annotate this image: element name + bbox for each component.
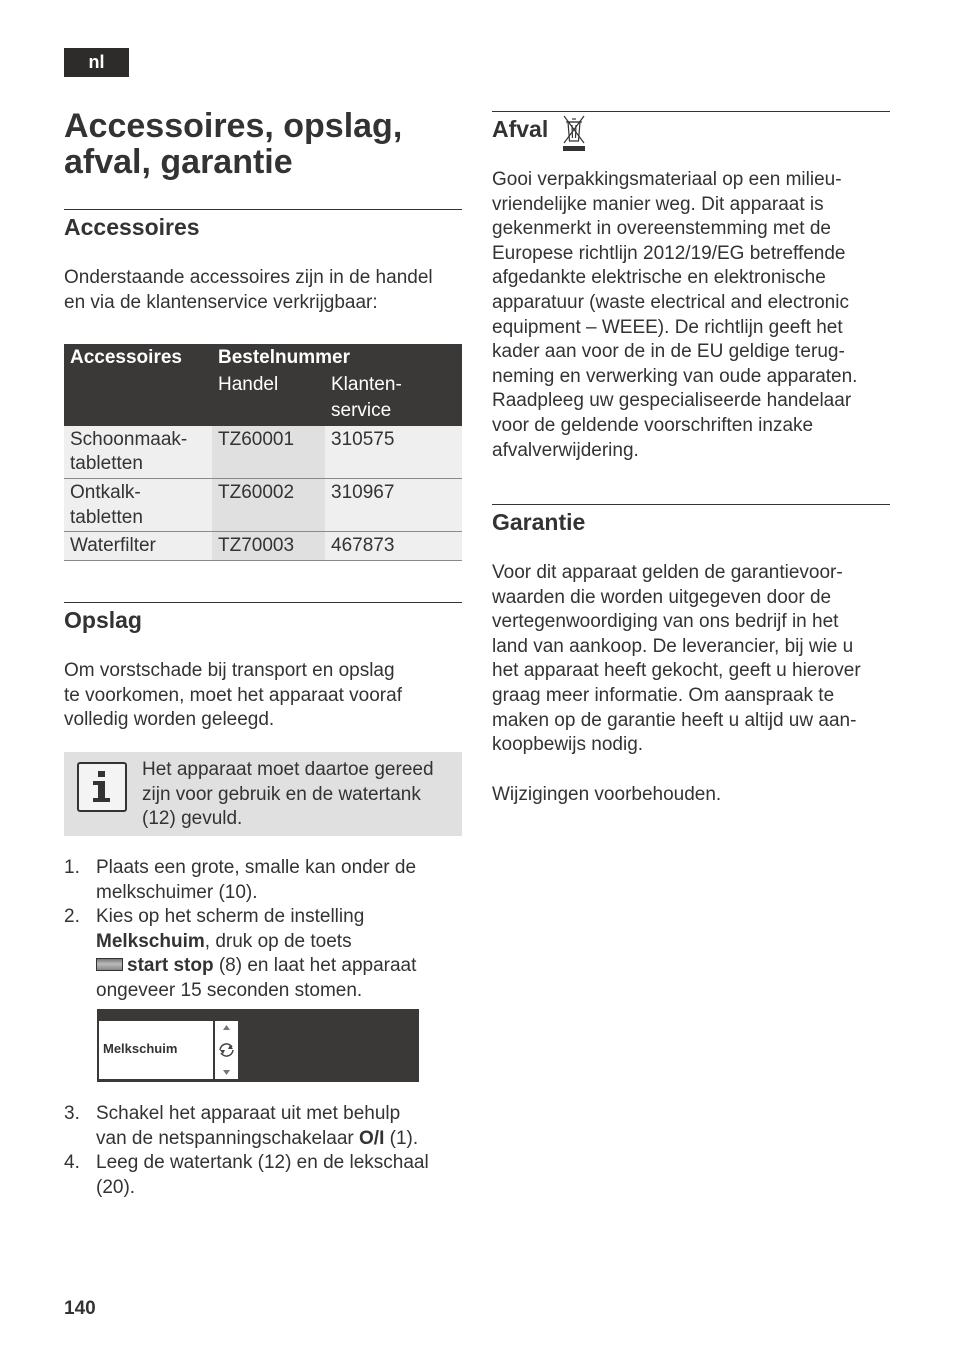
header-store: Handel bbox=[218, 373, 279, 395]
cell-text: tabletten bbox=[70, 506, 143, 528]
text-line: en via de klantenservice verkrijgbaar: bbox=[64, 291, 378, 313]
text-line: apparatuur (waste electrical and electronic bbox=[492, 291, 849, 313]
step-number: 3. bbox=[64, 1103, 80, 1124]
step-2 bbox=[96, 905, 416, 1003]
setting-name: Melkschuim bbox=[96, 930, 205, 952]
table-row bbox=[64, 532, 462, 561]
text-line: Kies op het scherm de instelling bbox=[96, 906, 365, 927]
text-line: neming en verwerking van oude apparaten. bbox=[492, 365, 858, 387]
page-title-line-2: afval, garantie bbox=[64, 143, 293, 181]
page-title bbox=[64, 108, 484, 180]
button-name: start stop bbox=[127, 955, 214, 977]
step-1 bbox=[96, 856, 416, 905]
warranty-reserve: Wijzigingen voorbehouden. bbox=[492, 784, 722, 805]
text-line bbox=[96, 930, 416, 955]
text-line: afgedankte elektrische en elektronische bbox=[492, 267, 826, 289]
text-line: ongeveer 15 seconden stomen. bbox=[96, 979, 363, 1001]
header-accessories: Accessoires bbox=[70, 347, 182, 368]
cell-service: 310575 bbox=[325, 426, 462, 479]
text-fragment: (8) en laat het apparaat bbox=[213, 955, 417, 977]
header-service-line2: service bbox=[331, 400, 392, 422]
header-service: Klanten- bbox=[331, 373, 402, 395]
section-divider bbox=[64, 209, 462, 210]
section-divider bbox=[492, 504, 890, 505]
cell-text: Ontkalk- bbox=[70, 481, 141, 503]
text-line: afvalverwijdering. bbox=[492, 439, 639, 461]
accessories-table bbox=[64, 344, 462, 561]
cell-name bbox=[64, 478, 212, 531]
step-number: 1. bbox=[64, 857, 80, 878]
cell-store: TZ60002 bbox=[212, 478, 325, 531]
waste-heading: Afval bbox=[492, 116, 549, 142]
text-line: volledig worden geleegd. bbox=[64, 709, 275, 731]
page-number: 140 bbox=[64, 1298, 96, 1319]
text-line: gekenmerkt in overeenstemming met de bbox=[492, 218, 831, 240]
text-line: Plaats een grote, smalle kan onder de bbox=[96, 857, 417, 878]
step-number: 2. bbox=[64, 906, 80, 927]
text-line: Onderstaande accessoires zijn in de handel bbox=[64, 267, 433, 288]
cell-service: 467873 bbox=[325, 532, 462, 561]
text-line: Schakel het apparaat uit met behulp bbox=[96, 1103, 401, 1124]
accessories-heading: Accessoires bbox=[64, 214, 200, 240]
text-line: (12) gevuld. bbox=[142, 808, 243, 830]
table-header-row bbox=[64, 344, 462, 371]
cell-store: TZ60001 bbox=[212, 426, 325, 479]
text-line: vertegenwoordiging van ons bedrijf in het bbox=[492, 611, 839, 633]
switch-name: O/I bbox=[359, 1127, 385, 1149]
text-line: te voorkomen, moet het apparaat vooraf bbox=[64, 684, 402, 706]
table-row bbox=[64, 478, 462, 531]
section-divider bbox=[492, 111, 890, 112]
header-order-number: Bestelnummer bbox=[218, 347, 350, 368]
storage-heading: Opslag bbox=[64, 607, 142, 633]
cell-name bbox=[64, 426, 212, 479]
warranty-text bbox=[492, 561, 861, 758]
arrow-up-icon bbox=[223, 1025, 230, 1030]
text-fragment: , druk op de toets bbox=[204, 930, 352, 952]
step-4 bbox=[96, 1151, 429, 1200]
text-line: waarden die worden uitgegeven door de bbox=[492, 586, 832, 608]
text-line: melkschuimer (10). bbox=[96, 881, 258, 903]
cell-text: Schoonmaak- bbox=[70, 428, 188, 450]
arrow-down-icon bbox=[223, 1070, 230, 1075]
language-tag: nl bbox=[64, 48, 129, 77]
text-fragment: van de netspanningschakelaar bbox=[96, 1127, 360, 1149]
text-line: het apparaat heeft gekocht, geeft u hierover bbox=[492, 660, 861, 682]
header-spacer bbox=[212, 397, 325, 426]
text-line bbox=[96, 954, 416, 979]
table-row bbox=[64, 426, 462, 479]
text-line bbox=[96, 1127, 418, 1152]
page-title-line-1: Accessoires, opslag, bbox=[64, 107, 403, 145]
accessories-intro bbox=[64, 266, 433, 315]
text-line: Het apparaat moet daartoe gereed bbox=[142, 759, 434, 780]
step-number: 4. bbox=[64, 1152, 80, 1173]
warranty-heading: Garantie bbox=[492, 509, 586, 535]
text-line: Raadpleeg uw gespecialiseerde handelaar bbox=[492, 390, 852, 412]
text-line: voor de geldende voorschriften inzake bbox=[492, 414, 814, 436]
text-line: koopbewijs nodig. bbox=[492, 734, 644, 756]
text-fragment: (1). bbox=[384, 1127, 419, 1149]
text-line: graag meer informatie. Om aanspraak te bbox=[492, 684, 835, 706]
info-icon bbox=[77, 762, 127, 812]
weee-bin-icon bbox=[560, 114, 588, 154]
step-3 bbox=[96, 1102, 418, 1151]
text-line: maken op de garantie heeft u altijd uw aan- bbox=[492, 709, 857, 731]
text-line: land van aankoop. De leverancier, bij wie u bbox=[492, 635, 854, 657]
section-divider bbox=[64, 602, 462, 603]
text-line: equipment – WEEE). De richtlijn geeft het bbox=[492, 316, 843, 338]
text-line: Voor dit apparaat gelden de garantievoor- bbox=[492, 562, 843, 583]
text-line: Om vorstschade bij transport en opslag bbox=[64, 660, 395, 681]
cell-text: tabletten bbox=[70, 453, 143, 475]
text-line: Gooi verpakkingsmateriaal op een milieu- bbox=[492, 169, 842, 190]
text-line: zijn voor gebruik en de watertank bbox=[142, 783, 421, 805]
display-scrollbar bbox=[215, 1021, 238, 1079]
text-line: kader aan voor de in de EU geldige terug- bbox=[492, 341, 845, 363]
storage-intro bbox=[64, 659, 402, 733]
text-line: Leeg de watertank (12) en de lekschaal bbox=[96, 1152, 429, 1173]
text-line: Europese richtlijn 2012/19/EG betreffende bbox=[492, 242, 846, 264]
display-screen bbox=[99, 1021, 213, 1079]
start-stop-button-icon bbox=[96, 958, 123, 971]
text-line: vriendelijke manier weg. Dit apparaat is bbox=[492, 193, 824, 215]
cell-store: TZ70003 bbox=[212, 532, 325, 561]
display-label: Melkschuim bbox=[103, 1041, 178, 1056]
cell-name: Waterfilter bbox=[64, 532, 212, 561]
waste-text bbox=[492, 168, 857, 463]
info-note-text bbox=[142, 758, 434, 832]
cell-service: 310967 bbox=[325, 478, 462, 531]
text-line: (20). bbox=[96, 1176, 136, 1198]
